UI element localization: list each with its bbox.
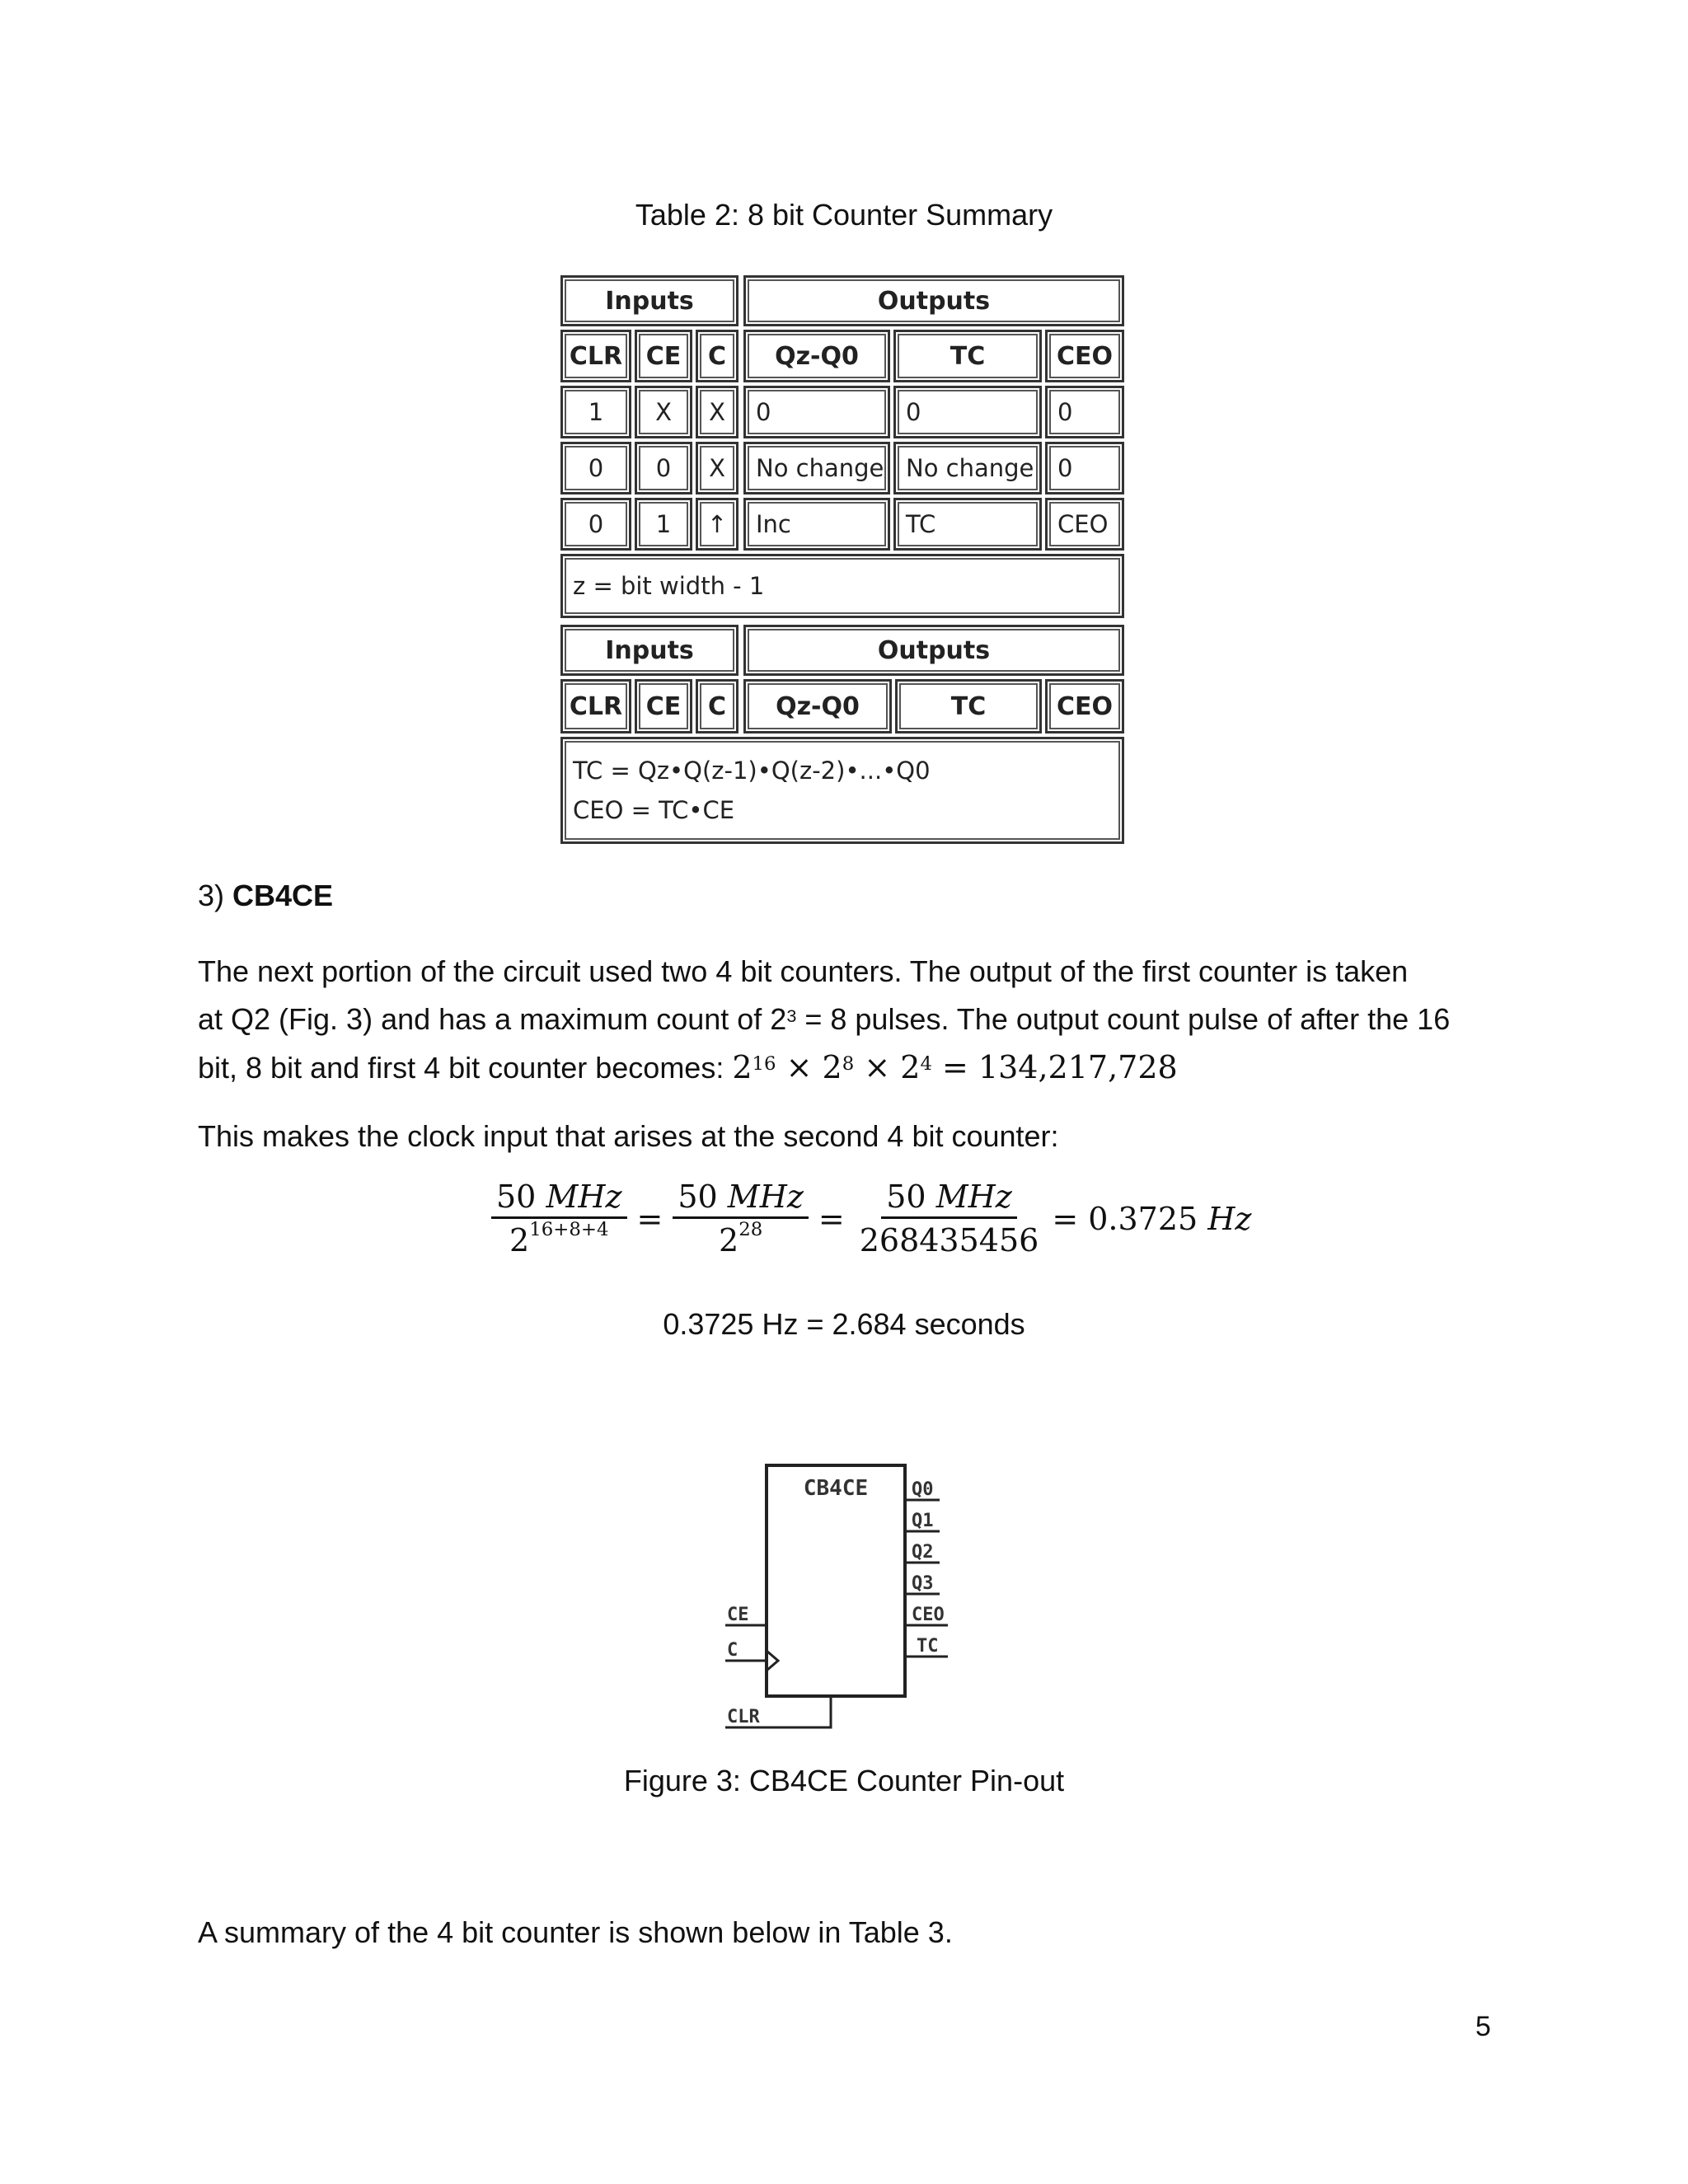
header-inputs-repeat: Inputs [560, 625, 738, 676]
col-c: C [696, 330, 738, 382]
table-cell: 0 [635, 442, 692, 494]
table-cell: TC [893, 498, 1042, 551]
table-cell: X [635, 386, 692, 438]
paragraph-1 [198, 948, 1517, 1092]
pin-ce: CE [727, 1605, 749, 1625]
formula-box [560, 737, 1124, 844]
fraction-1: $\frac{\text{50 MHz}}{2^{16+8+4}}$ [491, 1179, 627, 1258]
table-cell: 0 [743, 386, 890, 438]
table-cell: Inc [743, 498, 890, 551]
col-ceo: CEO [1045, 330, 1124, 382]
counter-summary-table [560, 275, 1124, 852]
table-cell: CEO [1045, 498, 1124, 551]
pin-clr: CLR [727, 1707, 760, 1727]
table-cell: X [696, 386, 738, 438]
pin-q3: Q3 [912, 1573, 934, 1594]
cb4ce-diagram [709, 1459, 989, 1755]
col-tc: TC [893, 330, 1042, 382]
col-q: Qz-Q0 [743, 330, 890, 382]
pin-ceo: CEO [912, 1605, 945, 1625]
table-cell: X [696, 442, 738, 494]
col-clr: CLR [560, 330, 631, 382]
table-cell: 0 [1045, 386, 1124, 438]
col-ce-repeat: CE [635, 679, 692, 733]
header-outputs-repeat: Outputs [743, 625, 1124, 676]
section-title: CB4CE [232, 879, 334, 912]
col-c-repeat: C [696, 679, 738, 733]
col-clr-repeat: CLR [560, 679, 631, 733]
cb4ce-pinout-figure [709, 1459, 989, 1755]
period-line: 0.3725 Hz = 2.684 seconds [663, 1307, 1025, 1341]
paragraph-1-line-2: at Q2 (Fig. 3) and has a maximum count of $2^3 = 8$ pulses. The output count pulse of after the 16 [198, 1002, 1451, 1036]
pin-tc: TC [917, 1636, 939, 1657]
col-tc-repeat: TC [895, 679, 1042, 733]
col-q-repeat: Qz-Q0 [743, 679, 892, 733]
pin-q2: Q2 [912, 1542, 934, 1563]
table-cell: No change [893, 442, 1042, 494]
page-number: 5 [1475, 2011, 1491, 2042]
pin-q1: Q1 [912, 1511, 934, 1531]
ceo-formula: CEO = TC•CE [573, 796, 735, 824]
pin-c: C [727, 1640, 738, 1661]
table-cell: ↑ [696, 498, 738, 551]
bit-width-note: z = bit width - 1 [560, 554, 1124, 618]
table-cell: 0 [893, 386, 1042, 438]
clock-triangle-icon [767, 1651, 778, 1671]
block-label: CB4CE [803, 1476, 869, 1501]
paragraph-1-line-1: The next portion of the circuit used two 4 bit counters. The output of the first counter is taken [198, 954, 1409, 988]
table-cell: 1 [635, 498, 692, 551]
table-cell: 0 [560, 498, 631, 551]
tc-formula: TC = Qz•Q(z-1)•Q(z-2)•...•Q0 [573, 757, 931, 785]
fraction-3: $\frac{\text{50 MHz}}{268435456}$ [859, 1179, 1039, 1258]
frequency-equation: $\frac{\text{50 MHz}}{2^{16+8+4}}$ = $\frac{\text{50 MHz}}{2^{28}}$ = $\frac{\text{50 MHz}}{268435456}$ = 0.3725 Hz [491, 1179, 1251, 1258]
section-heading [198, 872, 1517, 920]
table-cell: 1 [560, 386, 631, 438]
table-caption: Table 2: 8 bit Counter Summary [635, 198, 1053, 232]
paragraph-1-line-3: bit, 8 bit and first 4 bit counter becomes: $2^{16} \times 2^8 \times 2^4 = 134,217,728$ [198, 1049, 1178, 1085]
paragraph-3: A summary of the 4 bit counter is shown below in Table 3. [198, 1915, 953, 1949]
figure-caption: Figure 3: CB4CE Counter Pin-out [623, 1764, 1065, 1797]
table-cell: No change [743, 442, 890, 494]
col-ceo-repeat: CEO [1045, 679, 1124, 733]
table-cell: 0 [1045, 442, 1124, 494]
col-ce: CE [635, 330, 692, 382]
fraction-2: $\frac{\text{50 MHz}}{2^{28}}$ [673, 1179, 809, 1258]
section-number: 3) [198, 879, 233, 912]
pin-q0: Q0 [912, 1479, 934, 1500]
header-outputs: Outputs [743, 275, 1124, 326]
paragraph-2: This makes the clock input that arises at the second 4 bit counter: [198, 1119, 1059, 1153]
header-inputs: Inputs [560, 275, 738, 326]
table-cell: 0 [560, 442, 631, 494]
count-formula: $2^{16} \times 2^8 \times 2^4 = 134,217,728$ [732, 1049, 1178, 1085]
